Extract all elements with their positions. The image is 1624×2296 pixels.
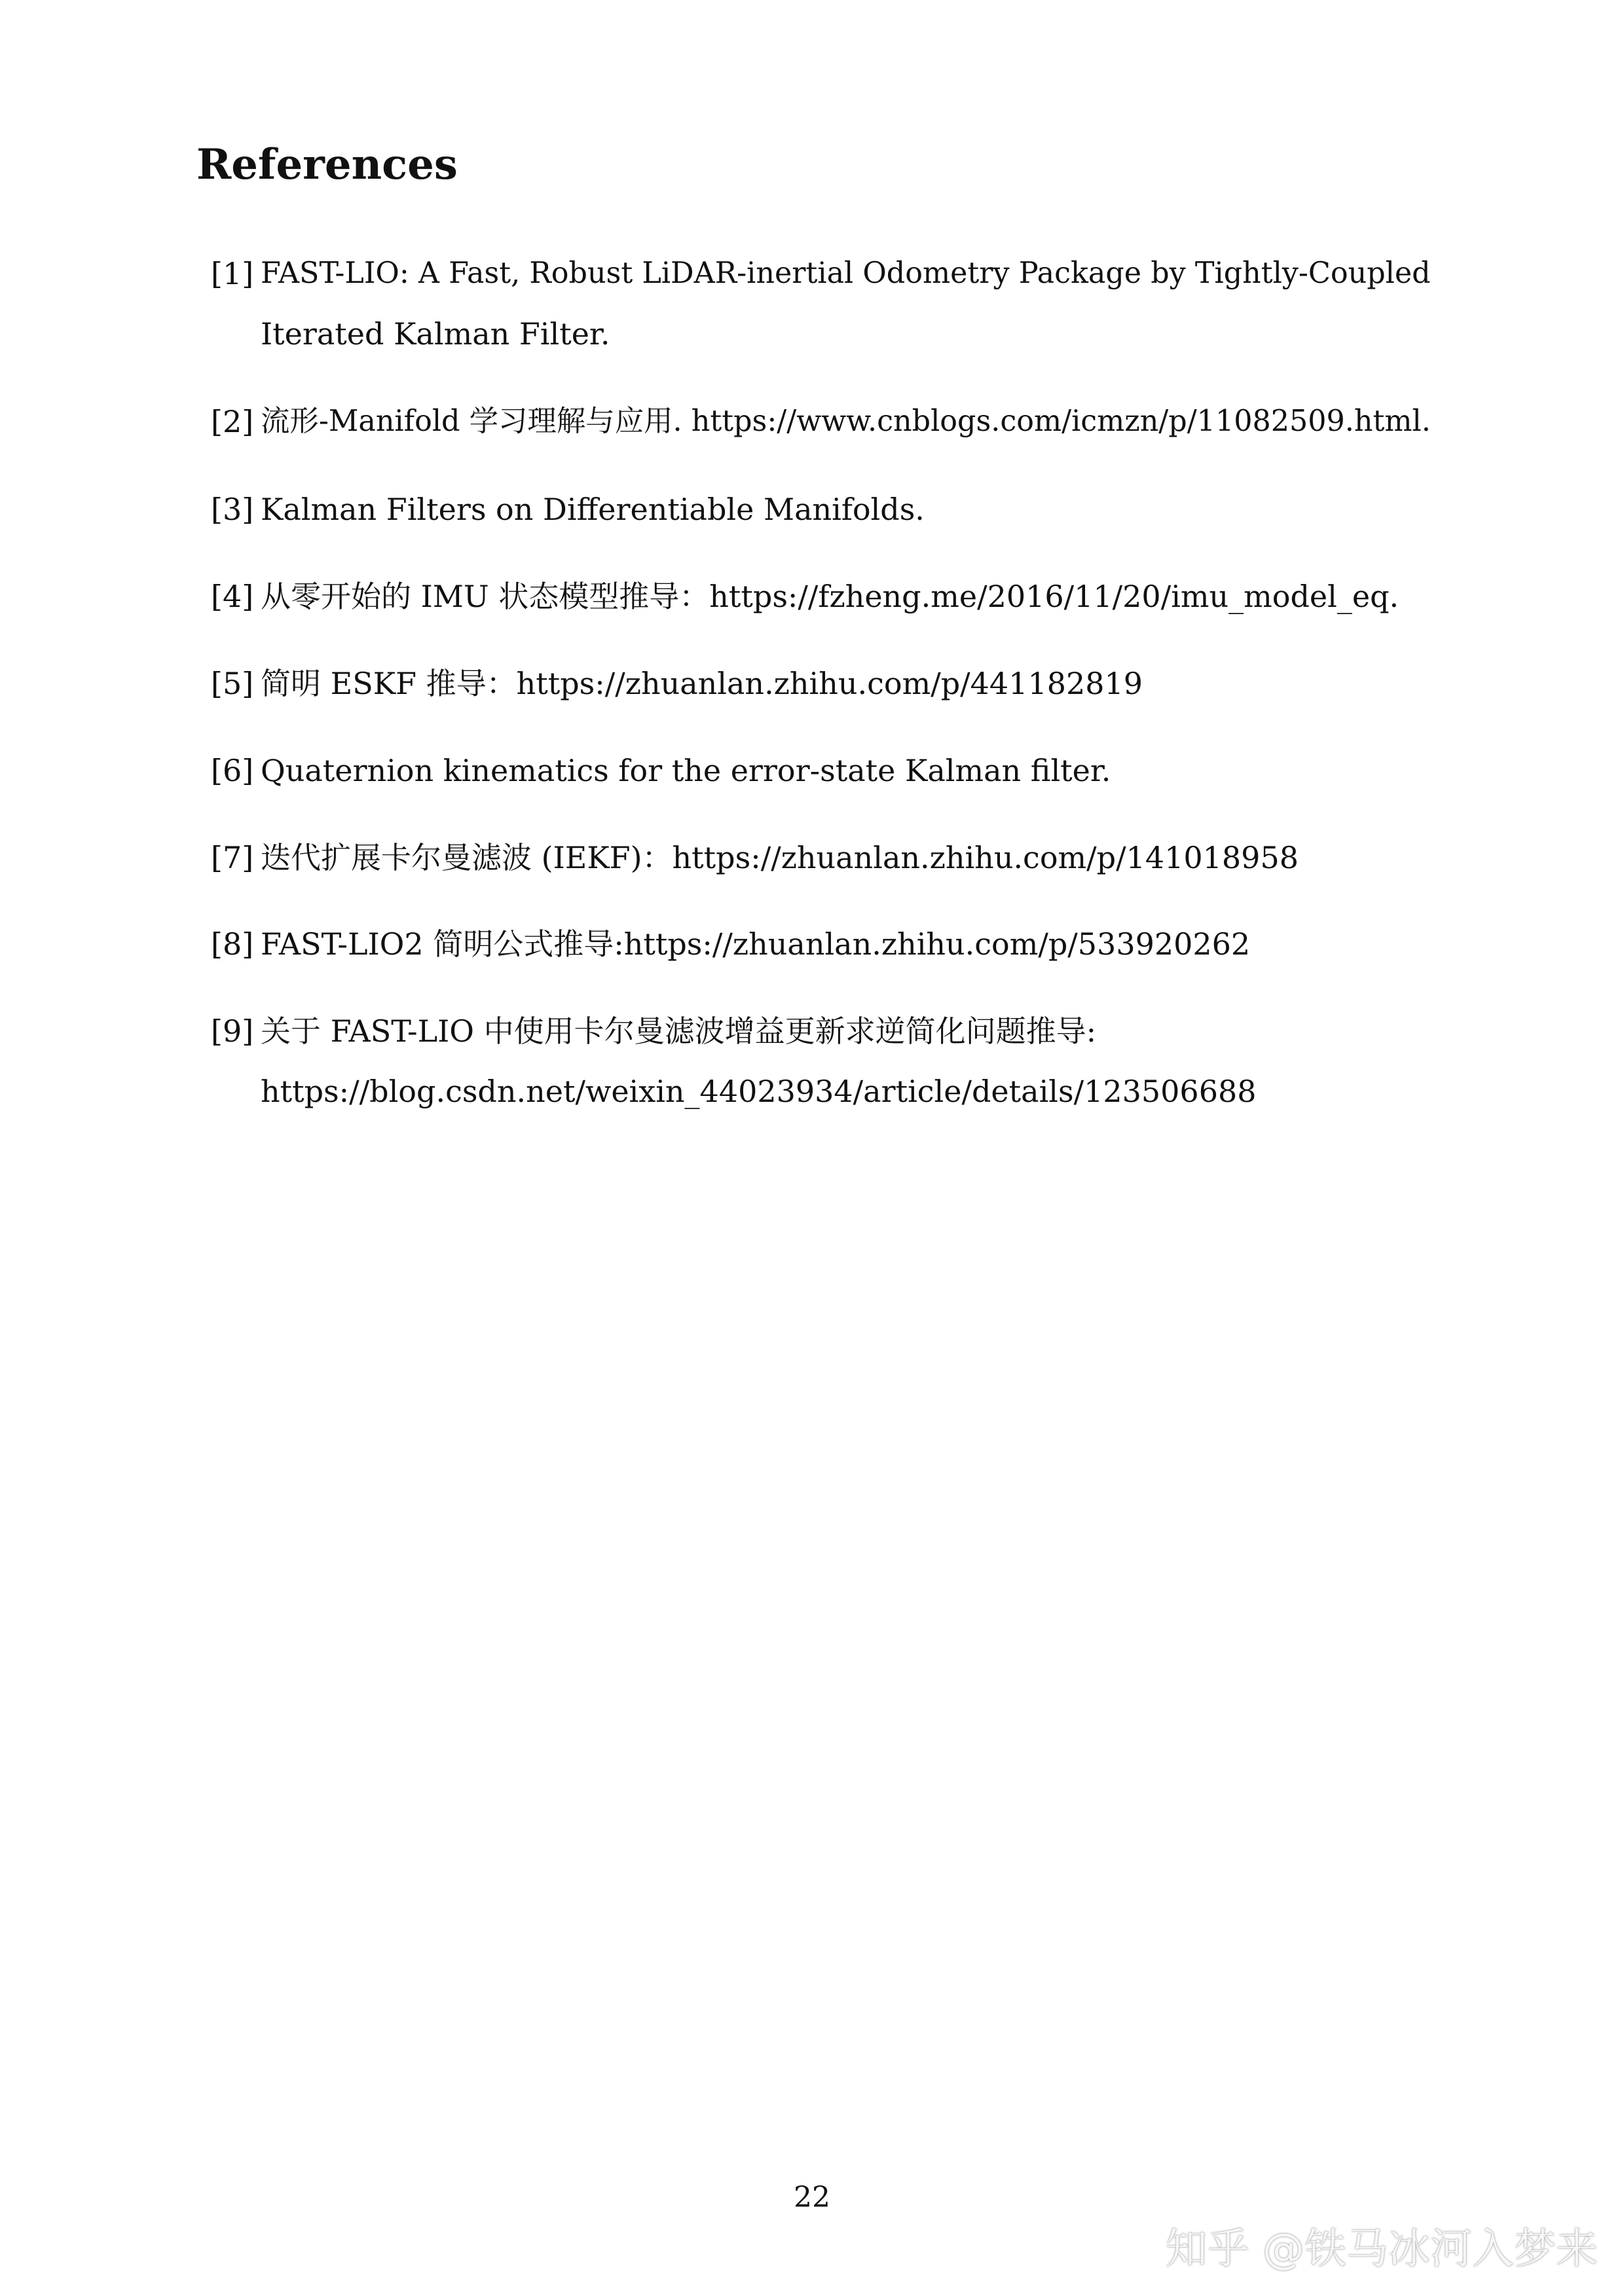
- reference-text: 关于 FAST-LIO 中使用卡尔曼滤波增益更新求逆简化问题推导:: [261, 1013, 1097, 1049]
- reference-text: FAST-LIO2 简明公式推导:https://zhuanlan.zhihu.com/p/533920262: [261, 926, 1251, 962]
- reference-number: [1]: [211, 256, 254, 291]
- reference-number: [2]: [211, 404, 254, 439]
- reference-text: FAST-LIO: A Fast, Robust LiDAR-inertial Odometry Package by Tightly-Coupled: [261, 257, 1431, 290]
- reference-number: [3]: [211, 492, 254, 527]
- reference-number: [4]: [211, 579, 254, 614]
- section-title: References: [196, 140, 458, 189]
- reference-number: [5]: [211, 666, 254, 701]
- reference-text: Kalman Filters on Differentiable Manifolds.: [261, 492, 925, 527]
- reference-text: Quaternion kinematics for the error-state Kalman filter.: [261, 753, 1111, 788]
- reference-number: [8]: [211, 926, 254, 962]
- reference-text: https://blog.csdn.net/weixin_44023934/article/details/123506688: [261, 1074, 1257, 1109]
- page-number: 22: [794, 2181, 830, 2214]
- reference-text: Iterated Kalman Filter.: [261, 316, 610, 352]
- reference-text: 流形-Manifold 学习理解与应用. https://www.cnblogs.com/icmzn/p/11082509.html.: [261, 405, 1431, 438]
- reference-text: 简明 ESKF 推导：https://zhuanlan.zhihu.com/p/441182819: [261, 666, 1143, 701]
- reference-number: [6]: [211, 753, 254, 788]
- reference-number: [7]: [211, 840, 254, 875]
- watermark: 知乎 @铁马冰河入梦来: [1165, 2225, 1598, 2274]
- reference-number: [9]: [211, 1013, 254, 1049]
- reference-text: 从零开始的 IMU 状态模型推导：https://fzheng.me/2016/11/20/imu_model_eq.: [261, 579, 1399, 614]
- reference-text: 迭代扩展卡尔曼滤波 (IEKF)：https://zhuanlan.zhihu.com/p/141018958: [261, 840, 1299, 875]
